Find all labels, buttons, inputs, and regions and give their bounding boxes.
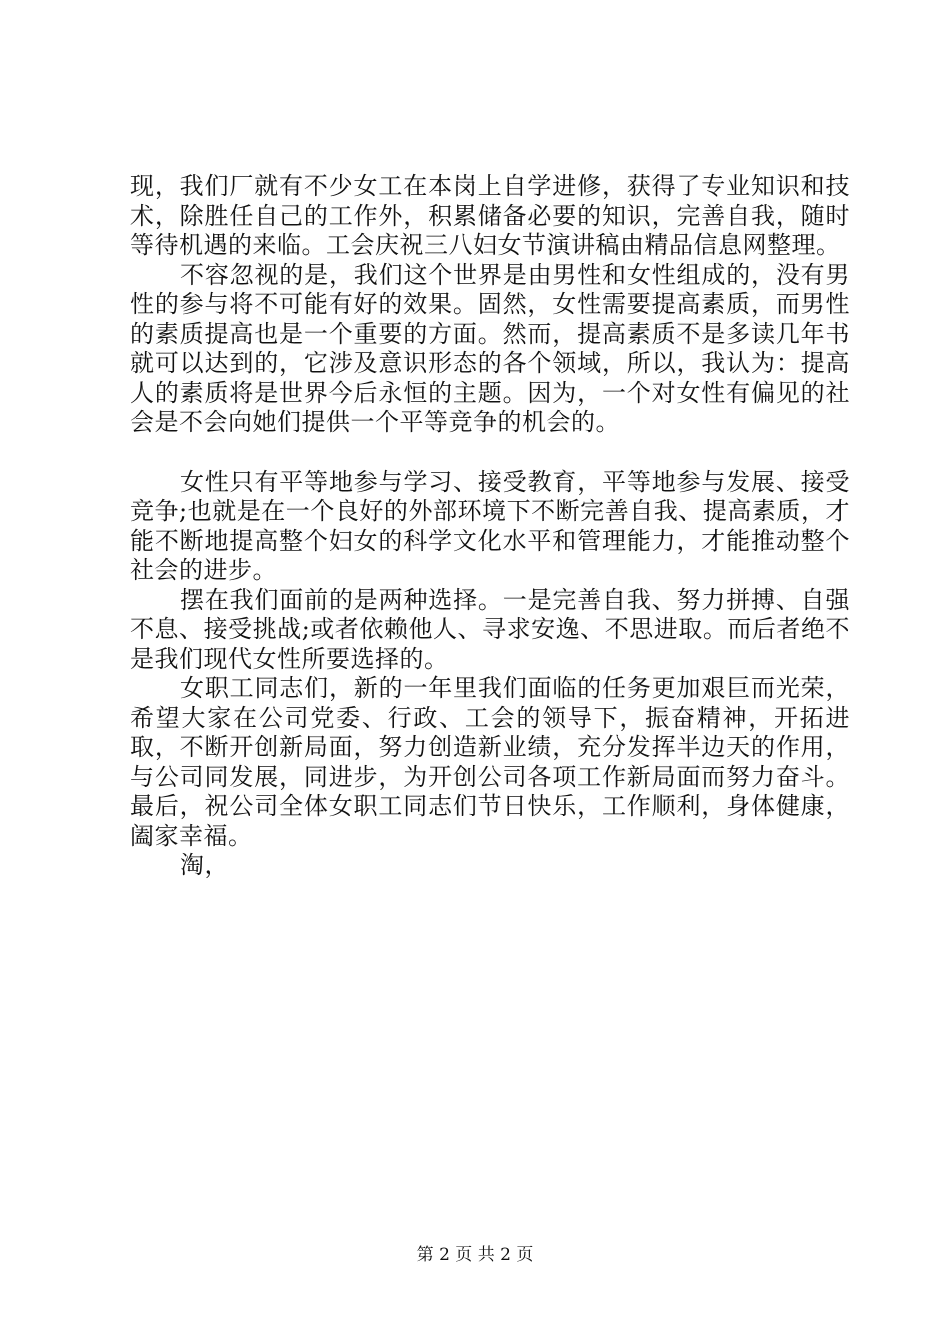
- paragraph-two-choices: 摆在我们面前的是两种选择。一是完善自我、努力拼搏、自强不息、接受挑战;或者依赖他人、寻求安逸、不思进取。而后者绝不是我们现代女性所要选择的。: [130, 585, 850, 673]
- paragraph-trailing-fragment: 淘，: [180, 851, 229, 879]
- paragraph-equal-participation: 女性只有平等地参与学习、接受教育，平等地参与发展、接受竞争;也就是在一个良好的外部环境下不断完善自我、提高素质，才能不断地提高整个妇女的科学文化水平和管理能力，才能推动整个社会的进步。: [130, 467, 850, 584]
- page-number-label: 第 2 页 共 2 页: [416, 1245, 534, 1265]
- paragraph-closing-wishes: 女职工同志们，新的一年里我们面临的任务更加艰巨而光荣，希望大家在公司党委、行政、工会的领导下，振奋精神，开拓进取，不断开创新局面，努力创造新业绩，充分发挥半边天的作用，与公司同发展，同进步，为开创公司各项工作新局面而努力奋斗。最后，祝公司全体女职工同志们节日快乐，工作顺利，身体健康，阖家幸福。: [130, 674, 850, 850]
- paragraph-male-participation: 不容忽视的是，我们这个世界是由男性和女性组成的，没有男性的参与将不可能有好的效果。固然，女性需要提高素质，而男性的素质提高也是一个重要的方面。然而，提高素质不是多读几年书就可以达到的，它涉及意识形态的各个领域，所以，我认为：提高人的素质将是世界今后永恒的主题。因为，一个对女性有偏见的社会是不会向她们提供一个平等竞争的机会的。: [130, 260, 850, 436]
- document-body: [130, 172, 850, 881]
- paragraph-continuation: 现，我们厂就有不少女工在本岗上自学进修，获得了专业知识和技术，除胜任自己的工作外，积累储备必要的知识，完善自我，随时等待机遇的来临。工会庆祝三八妇女节演讲稿由精品信息网整理。: [130, 172, 850, 259]
- page-footer: [0, 1245, 950, 1265]
